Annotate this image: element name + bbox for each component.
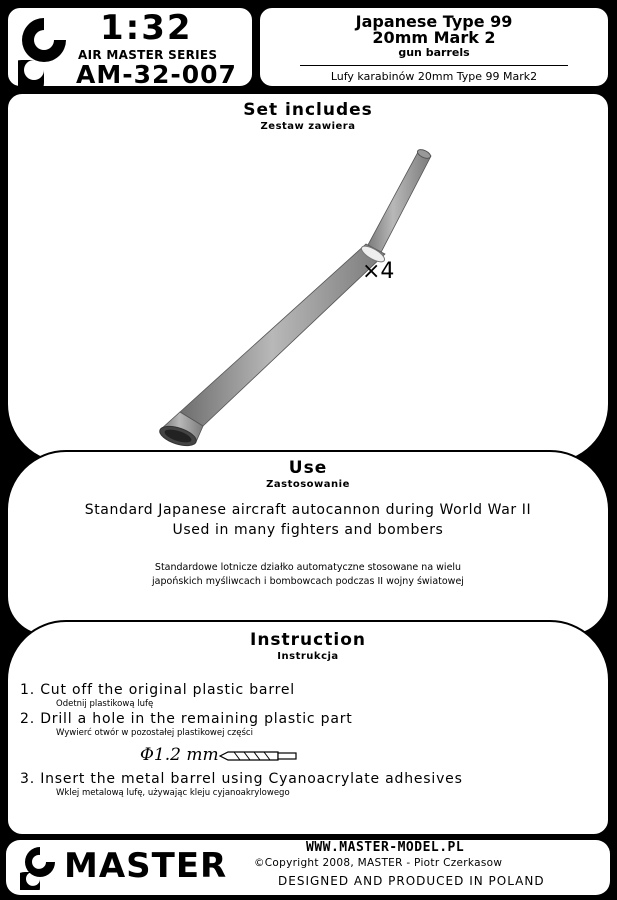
instruction-panel — [6, 620, 610, 836]
step-2-polish: Wywierć otwór w pozostałej plastikowej części — [56, 728, 253, 738]
product-title-line2: 20mm Mark 2 — [372, 28, 496, 47]
website-link[interactable]: WWW.MASTER-MODEL.PL — [306, 840, 465, 855]
product-code: AM-32-007 — [76, 60, 237, 89]
set-includes-title: Set includes — [243, 100, 373, 120]
gun-barrel-image — [148, 144, 448, 454]
series-name: AIR MASTER SERIES — [78, 48, 218, 62]
step-3: 3. Insert the metal barrel using Cyanoacrylate adhesives — [20, 771, 463, 787]
master-logo-icon — [18, 14, 70, 86]
step-2: 2. Drill a hole in the remaining plastic part — [20, 711, 353, 727]
footer — [6, 840, 610, 895]
copyright-text: ©Copyright 2008, MASTER - Piotr Czerkasow — [254, 857, 503, 869]
drill-size: Φ1.2 mm — [140, 745, 219, 765]
product-title-line1: Japanese Type 99 — [355, 12, 513, 31]
drill-bit-icon — [218, 749, 298, 763]
use-subtitle: Zastosowanie — [266, 479, 350, 490]
use-title: Use — [288, 458, 328, 478]
instruction-subtitle: Instrukcja — [277, 651, 339, 662]
scale-label: 1:32 — [100, 8, 193, 48]
step-3-polish: Wklej metalową lufę, używając kleju cyjanoakrylowego — [56, 788, 290, 798]
product-subtitle: gun barrels — [398, 46, 470, 59]
use-polish-line2: japońskich myśliwcach i bombowcach podczas II wojny światowej — [152, 576, 464, 587]
brand-name: MASTER — [64, 846, 228, 886]
use-description-line1: Standard Japanese aircraft autocannon during World War II — [84, 502, 532, 518]
use-description-line2: Used in many fighters and bombers — [172, 522, 444, 538]
instruction-title: Instruction — [250, 630, 366, 650]
set-includes-subtitle: Zestaw zawiera — [260, 121, 356, 132]
use-panel — [6, 450, 610, 636]
step-1-polish: Odetnij plastikową lufę — [56, 699, 154, 709]
quantity-label: ×4 — [362, 259, 395, 284]
divider — [300, 65, 568, 66]
set-includes-panel — [6, 92, 610, 464]
product-header — [258, 6, 610, 88]
product-polish-name: Lufy karabinów 20mm Type 99 Mark2 — [330, 70, 538, 83]
step-1: 1. Cut off the original plastic barrel — [20, 682, 295, 698]
master-logo-icon — [20, 844, 60, 890]
series-header — [6, 6, 254, 88]
product-title — [260, 14, 608, 46]
produced-in-text: DESIGNED AND PRODUCED IN POLAND — [278, 874, 545, 888]
use-polish-line1: Standardowe lotnicze działko automatyczne stosowane na wielu — [154, 562, 462, 573]
